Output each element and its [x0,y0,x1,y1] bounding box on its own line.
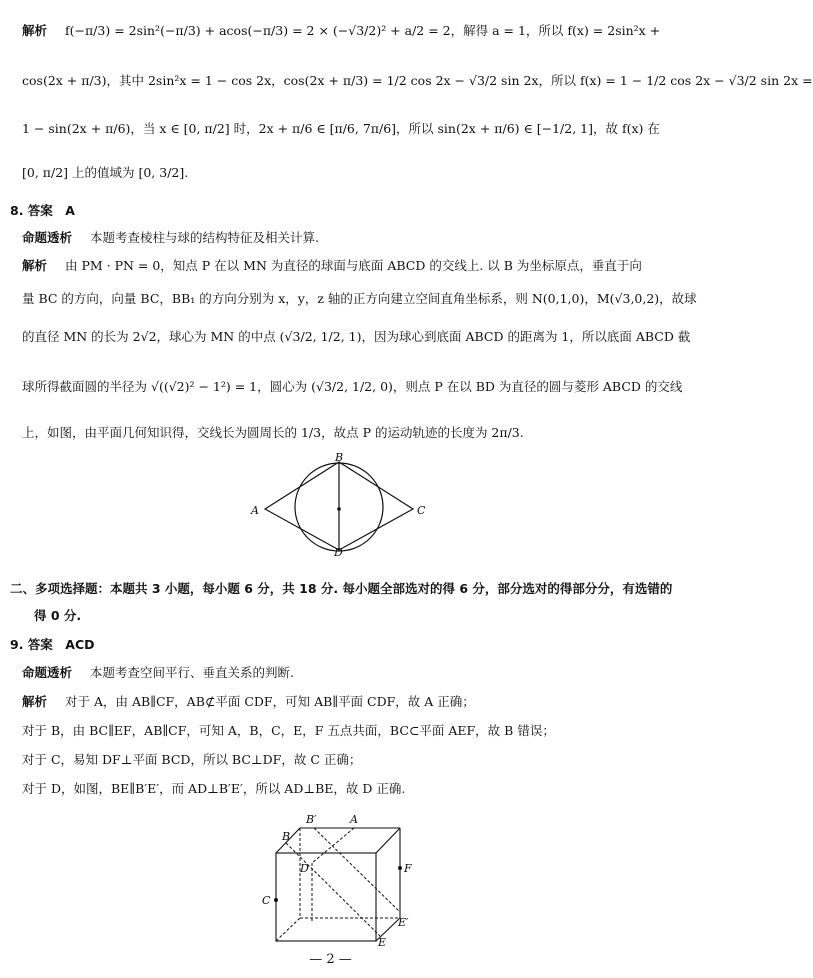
cube-front-face [276,853,376,941]
q8-text3: 的直径 MN 的长为 2√2，球心为 MN 的中点 (√3/2, 1/2, 1)，因为球心到底面 ABCD 的距离为 1，所以底面 ABCD 截 [22,329,691,344]
label-b: B [282,830,291,843]
section2-line2: 得 0 分. [34,608,82,623]
solution-tag: 解析 [22,694,48,709]
q9-line2: 对于 B，由 BC∥EF，AB∥CF，可知 A，B，C，E，F 五点共面，BC⊂平面 AEF，故 B 错误； [22,723,555,738]
label-a: A [251,504,259,517]
insight-tag: 命题透析 [22,230,73,245]
q9-insight-line [22,664,294,682]
insight-tag: 命题透析 [22,665,73,680]
segment-bprime-eprime [314,828,400,912]
q9-line3: 对于 C，易知 DF⊥平面 BCD，所以 BC⊥DF，故 C 正确； [22,752,362,767]
label-b: B [335,451,344,464]
point-f [398,866,402,870]
q8-insight-line [22,229,319,247]
solution7-text4: [0, π/2] 上的值域为 [0, 3/2]. [22,165,189,180]
label-e: E [378,936,387,949]
solution-tag: 解析 [22,258,48,273]
solution7-text2: cos(2x + π/3)，其中 2sin²x = 1 − cos 2x，cos(2x + π/3) = 1/2 cos 2x − √3/2 sin 2x，所以 f(x) = 1 − 1/2 cos 2x − √3/2 sin 2x = [22,73,813,88]
q9-heading: 9. 答案 ACD [10,637,95,652]
q8-line4 [22,378,682,396]
label-a: A [350,813,358,826]
solution7-line1 [22,22,660,40]
label-d: D [334,546,343,559]
label-c: C [417,504,426,517]
solution7-text3: 1 − sin(2x + π/6)，当 x ∈ [0, π/2] 时，2x + π/6 ∈ [π/6, 7π/6]，所以 sin(2x + π/6) ∈ [−1/2, 1]，故 f(x) 在 [22,121,660,136]
solution-tag: 解析 [22,23,48,38]
solution7-line3 [22,120,660,138]
q9-insight: 本题考查空间平行、垂直关系的判断. [89,665,294,680]
page-number: — 2 — [309,952,352,967]
q9-line1 [22,693,475,711]
label-bprime: B′ [306,813,317,826]
cube-edge-hidden [276,918,300,941]
q9-line4: 对于 D，如图，BE∥B′E′，而 AD⊥B′E′，所以 AD⊥BE，故 D 正确. [22,781,406,796]
q8-text4: 球所得截面圆的半径为 √((√2)² − 1²) = 1，圆心为 (√3/2, 1/2, 0)，则点 P 在以 BD 为直径的圆与菱形 ABCD 的交线 [22,379,683,394]
q8-line3 [22,328,690,346]
center-point [337,507,341,511]
q9-text1: 对于 A，由 AB∥CF，AB⊄平面 CDF，可知 AB∥平面 CDF，故 A 正确； [64,694,475,709]
q8-text1: 由 PM · PN = 0，知点 P 在以 MN 为直径的球面与底面 ABCD 的交线上. 以 B 为坐标原点，垂直于向 [64,258,642,273]
q8-line1 [22,257,642,275]
label-c: C [262,894,271,907]
q8-line2 [22,290,697,308]
cube-figure [258,808,428,948]
label-f: F [404,862,412,875]
segment-a-d [312,828,354,863]
q8-line5 [22,424,524,442]
label-eprime: E′ [398,916,409,929]
point-c [274,898,278,902]
solution7-line4 [22,164,188,182]
rhombus-circle-figure [245,451,435,559]
q8-heading: 8. 答案 A [10,203,75,218]
q8-insight: 本题考查棱柱与球的结构特征及相关计算. [89,230,319,245]
label-d: D [300,862,309,875]
q8-text2: 量 BC 的方向，向量 BC，BB₁ 的方向分别为 x，y，z 轴的正方向建立空间直角坐标系，则 N(0,1,0)，M(√3,0,2)，故球 [22,291,697,306]
solution7-line2 [22,72,813,90]
cube-edge [376,828,400,853]
solution7-text1: f(−π/3) = 2sin²(−π/3) + acos(−π/3) = 2 × (−√3/2)² + a/2 = 2，解得 a = 1，所以 f(x) = 2sin²x + [64,23,661,38]
q8-text5: 上，如图，由平面几何知识得，交线长为圆周长的 1/3，故点 P 的运动轨迹的长度为 2π/3. [22,425,524,440]
section2-line1: 二、多项选择题：本题共 3 小题，每小题 6 分，共 18 分. 每小题全部选对的得 6 分，部分选对的得部分分，有选错的 [10,581,673,596]
